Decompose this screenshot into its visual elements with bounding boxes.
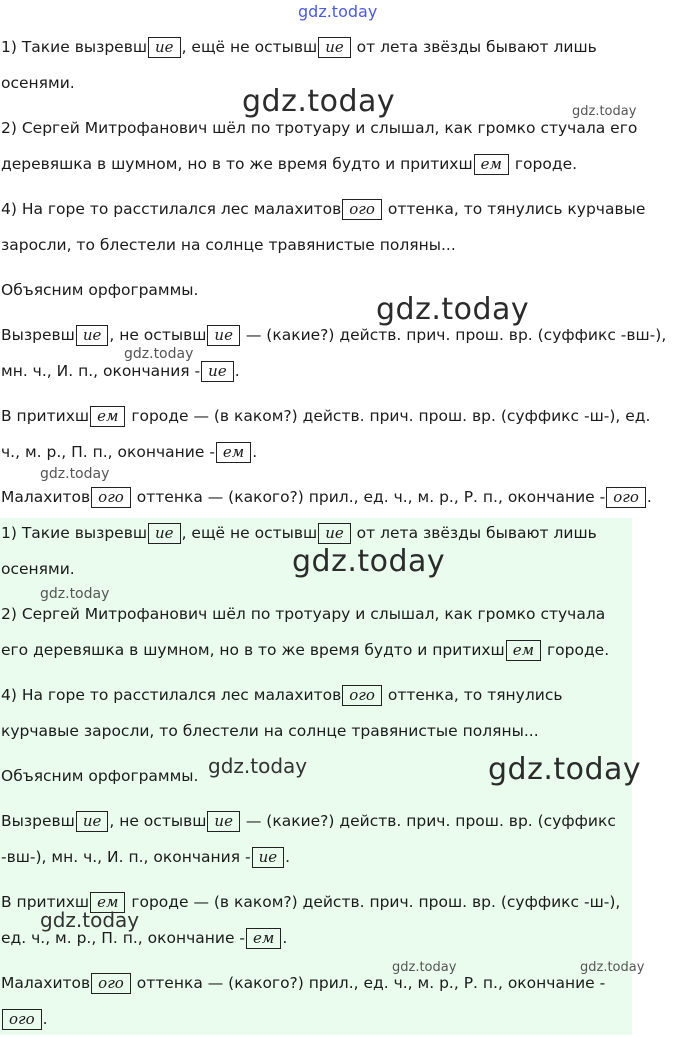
- text: городе — (в каком?) действ. прич. прош. вр. (суффикс -ш-), ед.: [126, 407, 651, 425]
- line: [1, 405, 650, 427]
- line: Объясним орфограммы.: [1, 767, 199, 785]
- ending-box: ем: [506, 640, 541, 661]
- watermark: gdz.today: [242, 84, 396, 119]
- watermark: gdz.today: [40, 908, 140, 932]
- text: , ещё не остывш: [181, 38, 318, 56]
- text: Малахитов: [1, 974, 91, 992]
- watermark: gdz.today: [124, 346, 194, 362]
- text: 1) Такие вызревш: [1, 38, 148, 56]
- text: 4) На горе то расстилался лес малахитов: [1, 686, 342, 704]
- text: оттенка, то тянулись: [382, 686, 563, 704]
- ending-box: ем: [90, 892, 125, 913]
- text: Вызревш: [1, 326, 75, 344]
- line: [1, 1008, 48, 1030]
- text-block-1: [0, 0, 680, 518]
- watermark-top: gdz.today: [298, 2, 378, 21]
- watermark: gdz.today: [40, 466, 110, 482]
- text: .: [282, 929, 288, 947]
- ending-box: ого: [91, 487, 131, 508]
- line: [1, 153, 577, 175]
- ending-box: ого: [342, 685, 382, 706]
- line: [1, 441, 257, 463]
- watermark: gdz.today: [392, 960, 457, 975]
- text: — (какие?) действ. прич. прош. вр. (суффикс: [240, 812, 616, 830]
- line: Объясним орфограммы.: [1, 281, 199, 299]
- watermark: gdz.today: [488, 752, 642, 787]
- line: осенями.: [1, 74, 75, 92]
- watermark: gdz.today: [40, 586, 110, 602]
- ending-box: ого: [2, 1009, 42, 1030]
- line: курчавые заросли, то блестели на солнце травянистые поляны...: [1, 722, 539, 740]
- ending-box: ие: [207, 325, 240, 346]
- ending-box: ие: [318, 523, 351, 544]
- text: .: [646, 488, 652, 506]
- ending-box: ем: [216, 442, 251, 463]
- line: [1, 846, 290, 868]
- text: от лета звёзды бывают лишь: [351, 38, 597, 56]
- text: -вш-), мн. ч., И. п., окончания -: [1, 848, 251, 866]
- watermark: gdz.today: [208, 754, 308, 778]
- line: [1, 639, 609, 661]
- text: , не остывш: [109, 812, 207, 830]
- ending-box: ого: [342, 199, 382, 220]
- watermark: gdz.today: [572, 104, 637, 119]
- watermark: gdz.today: [580, 960, 645, 975]
- line: [1, 198, 645, 220]
- text: оттенка — (какого?) прил., ед. ч., м. р., Р. п., окончание -: [131, 488, 606, 506]
- line: [1, 486, 652, 508]
- text: .: [252, 443, 258, 461]
- text: В притихш: [1, 893, 90, 911]
- line: [1, 810, 616, 832]
- ending-box: ие: [201, 361, 234, 382]
- ending-box: ие: [148, 37, 181, 58]
- text: .: [285, 848, 291, 866]
- text: ч., м. р., П. п., окончание -: [1, 443, 215, 461]
- ending-box: ие: [207, 811, 240, 832]
- text: городе.: [542, 641, 610, 659]
- text: — (какие?) действ. прич. прош. вр. (суффикс -вш-),: [240, 326, 667, 344]
- ending-box: ого: [606, 487, 646, 508]
- line: заросли, то блестели на солнце травянистые поляны...: [1, 236, 456, 254]
- ending-box: ем: [246, 928, 281, 949]
- line: [1, 324, 666, 346]
- watermark: gdz.today: [292, 544, 446, 579]
- watermark: gdz.today: [376, 292, 530, 327]
- line: [1, 360, 240, 382]
- line: [1, 36, 597, 58]
- text: городе.: [509, 155, 578, 173]
- text: ед. ч., м. р., П. п., окончание -: [1, 929, 246, 947]
- text: , ещё не остывш: [181, 524, 318, 542]
- text: оттенка — (какого?) прил., ед. ч., м. р., Р. п., окончание -: [131, 974, 606, 992]
- line: осенями.: [1, 560, 75, 578]
- text: Малахитов: [1, 488, 91, 506]
- text: 1) Такие вызревш: [1, 524, 148, 542]
- line: [1, 522, 597, 544]
- ending-box: ие: [318, 37, 351, 58]
- text: Вызревш: [1, 812, 75, 830]
- text: , не остывш: [109, 326, 207, 344]
- ending-box: ем: [90, 406, 125, 427]
- line: 2) Сергей Митрофанович шёл по тротуару и слышал, как громко стучала его: [1, 119, 638, 137]
- line: 2) Сергей Митрофанович шёл по тротуару и слышал, как громко стучала: [1, 605, 606, 623]
- ending-box: ие: [76, 325, 109, 346]
- ending-box: ого: [91, 973, 131, 994]
- ending-box: ие: [76, 811, 109, 832]
- line: [1, 972, 605, 994]
- line: [1, 684, 563, 706]
- text: его деревяшка в шумном, но в то же время будто и притихш: [1, 641, 505, 659]
- text: 4) На горе то расстилался лес малахитов: [1, 200, 342, 218]
- ending-box: ие: [148, 523, 181, 544]
- text: В притихш: [1, 407, 90, 425]
- text: оттенка, то тянулись курчавые: [382, 200, 646, 218]
- text: мн. ч., И. п., окончания -: [1, 362, 201, 380]
- text: от лета звёзды бывают лишь: [351, 524, 597, 542]
- text: городе — (в каком?) действ. прич. прош. вр. (суффикс -ш-),: [126, 893, 621, 911]
- ending-box: ем: [474, 154, 509, 175]
- text: .: [42, 1010, 48, 1028]
- text: деревяшка в шумном, но в то же время будто и притихш: [1, 155, 473, 173]
- ending-box: ие: [252, 847, 285, 868]
- text: .: [234, 362, 240, 380]
